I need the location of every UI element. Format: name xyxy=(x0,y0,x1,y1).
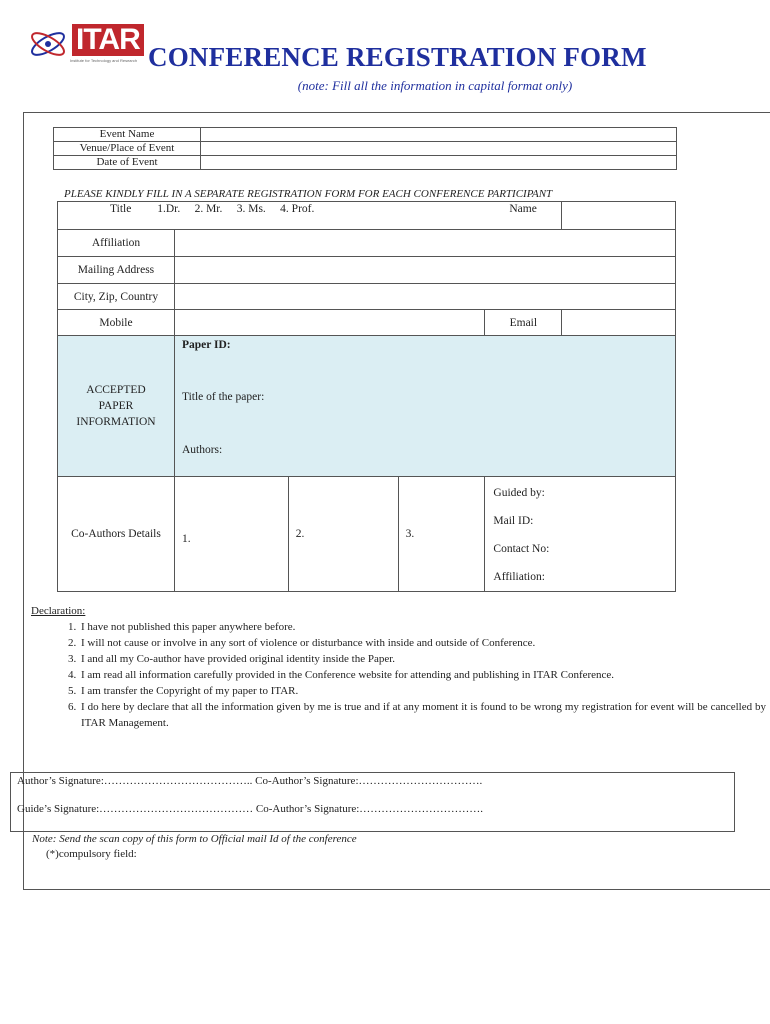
logo-text: ITAR xyxy=(72,24,144,56)
mail-id-label: Mail ID: xyxy=(493,515,534,527)
title-cell xyxy=(58,202,485,230)
declaration xyxy=(31,605,766,731)
coauthors-label: Co-Authors Details xyxy=(58,477,175,592)
date-label: Date of Event xyxy=(54,156,201,170)
coauthor-3-label: 3. xyxy=(405,528,415,540)
paper-title-label: Title of the paper: xyxy=(181,391,265,403)
form-title: CONFERENCE REGISTRATION FORM xyxy=(148,42,647,72)
contact-no-label: Contact No: xyxy=(493,543,550,555)
city-label: City, Zip, Country xyxy=(58,284,175,310)
guided-by-label: Guided by: xyxy=(493,487,545,499)
mobile-field[interactable] xyxy=(174,310,484,336)
declaration-list xyxy=(31,619,766,731)
paper-authors-label: Authors: xyxy=(181,444,223,456)
email-field[interactable] xyxy=(562,310,676,336)
list-item: 2. I will not cause or involve in any sort of violence or disturbance with inside and outside of Conference. xyxy=(79,635,766,651)
coauthor-3-field[interactable] xyxy=(398,477,485,592)
table-row xyxy=(58,257,676,284)
author-signature-line[interactable]: Author’s Signature:………………………………….. Co-Author’s Signature:……………………………. xyxy=(17,775,483,787)
paper-section-label: ACCEPTED PAPER INFORMATION xyxy=(58,336,175,477)
name-field[interactable] xyxy=(562,202,676,230)
affiliation-field[interactable] xyxy=(174,230,675,257)
table-row xyxy=(54,156,677,170)
title-options[interactable]: 1.Dr. 2. Mr. 3. Ms. 4. Prof. xyxy=(157,203,315,215)
list-item: 4. I am read all information carefully provided in the Conference website for attending and publishing in ITAR Conference. xyxy=(79,667,766,683)
guide-affiliation-label: Affiliation: xyxy=(493,571,545,583)
compulsory-note: (*)compulsory field: xyxy=(46,848,137,860)
coauthor-1-field[interactable] xyxy=(174,477,288,592)
coauthor-1-label: 1. xyxy=(181,533,191,545)
venue-field[interactable] xyxy=(201,142,677,156)
list-item: 1. I have not published this paper anywhere before. xyxy=(79,619,766,635)
list-item: 3. I and all my Co-author have provided original identity inside the Paper. xyxy=(79,651,766,667)
table-row xyxy=(54,128,677,142)
footer-note: Note: Send the scan copy of this form to Official mail Id of the conference xyxy=(32,833,357,845)
table-row xyxy=(58,310,676,336)
mobile-label: Mobile xyxy=(58,310,175,336)
itar-logo xyxy=(26,24,138,64)
list-item: 6. I do here by declare that all the information given by me is true and if at any moment it is found to be wrong my registration for event will be cancelled by ITAR Management. xyxy=(79,699,766,731)
event-name-field[interactable] xyxy=(201,128,677,142)
affiliation-label: Affiliation xyxy=(58,230,175,257)
table-row xyxy=(54,142,677,156)
title-label: Title xyxy=(110,203,132,215)
atom-icon xyxy=(26,24,72,64)
table-row xyxy=(58,284,676,310)
event-name-label: Event Name xyxy=(54,128,201,142)
guide-signature-line[interactable]: Guide’s Signature:…………………………………… Co-Author’s Signature:……………………………. xyxy=(17,803,484,815)
email-label: Email xyxy=(485,310,562,336)
mailing-address-field[interactable] xyxy=(174,257,675,284)
paper-info-field[interactable] xyxy=(174,336,675,477)
declaration-heading: Declaration: xyxy=(31,605,86,617)
city-field[interactable] xyxy=(174,284,675,310)
table-row xyxy=(58,202,676,230)
name-label: Name xyxy=(485,202,562,230)
list-item: 5. I am transfer the Copyright of my paper to ITAR. xyxy=(79,683,766,699)
instruction-text: PLEASE KINDLY FILL IN A SEPARATE REGISTRATION FORM FOR EACH CONFERENCE PARTICIPANT xyxy=(64,188,553,200)
paper-id-label: Paper ID: xyxy=(181,339,231,351)
table-row xyxy=(58,336,676,477)
guide-details-field[interactable] xyxy=(485,477,676,592)
capital-note: (note: Fill all the information in capital format only) xyxy=(297,78,573,93)
coauthor-2-label: 2. xyxy=(295,528,305,540)
coauthor-2-field[interactable] xyxy=(288,477,398,592)
table-row xyxy=(58,477,676,592)
event-table xyxy=(53,127,677,170)
participant-table xyxy=(57,201,676,592)
table-row xyxy=(58,230,676,257)
logo-tagline: Institute for Technology and Research xyxy=(70,58,138,63)
mailing-address-label: Mailing Address xyxy=(58,257,175,284)
date-field[interactable] xyxy=(201,156,677,170)
signature-box xyxy=(10,772,735,832)
venue-label: Venue/Place of Event xyxy=(54,142,201,156)
